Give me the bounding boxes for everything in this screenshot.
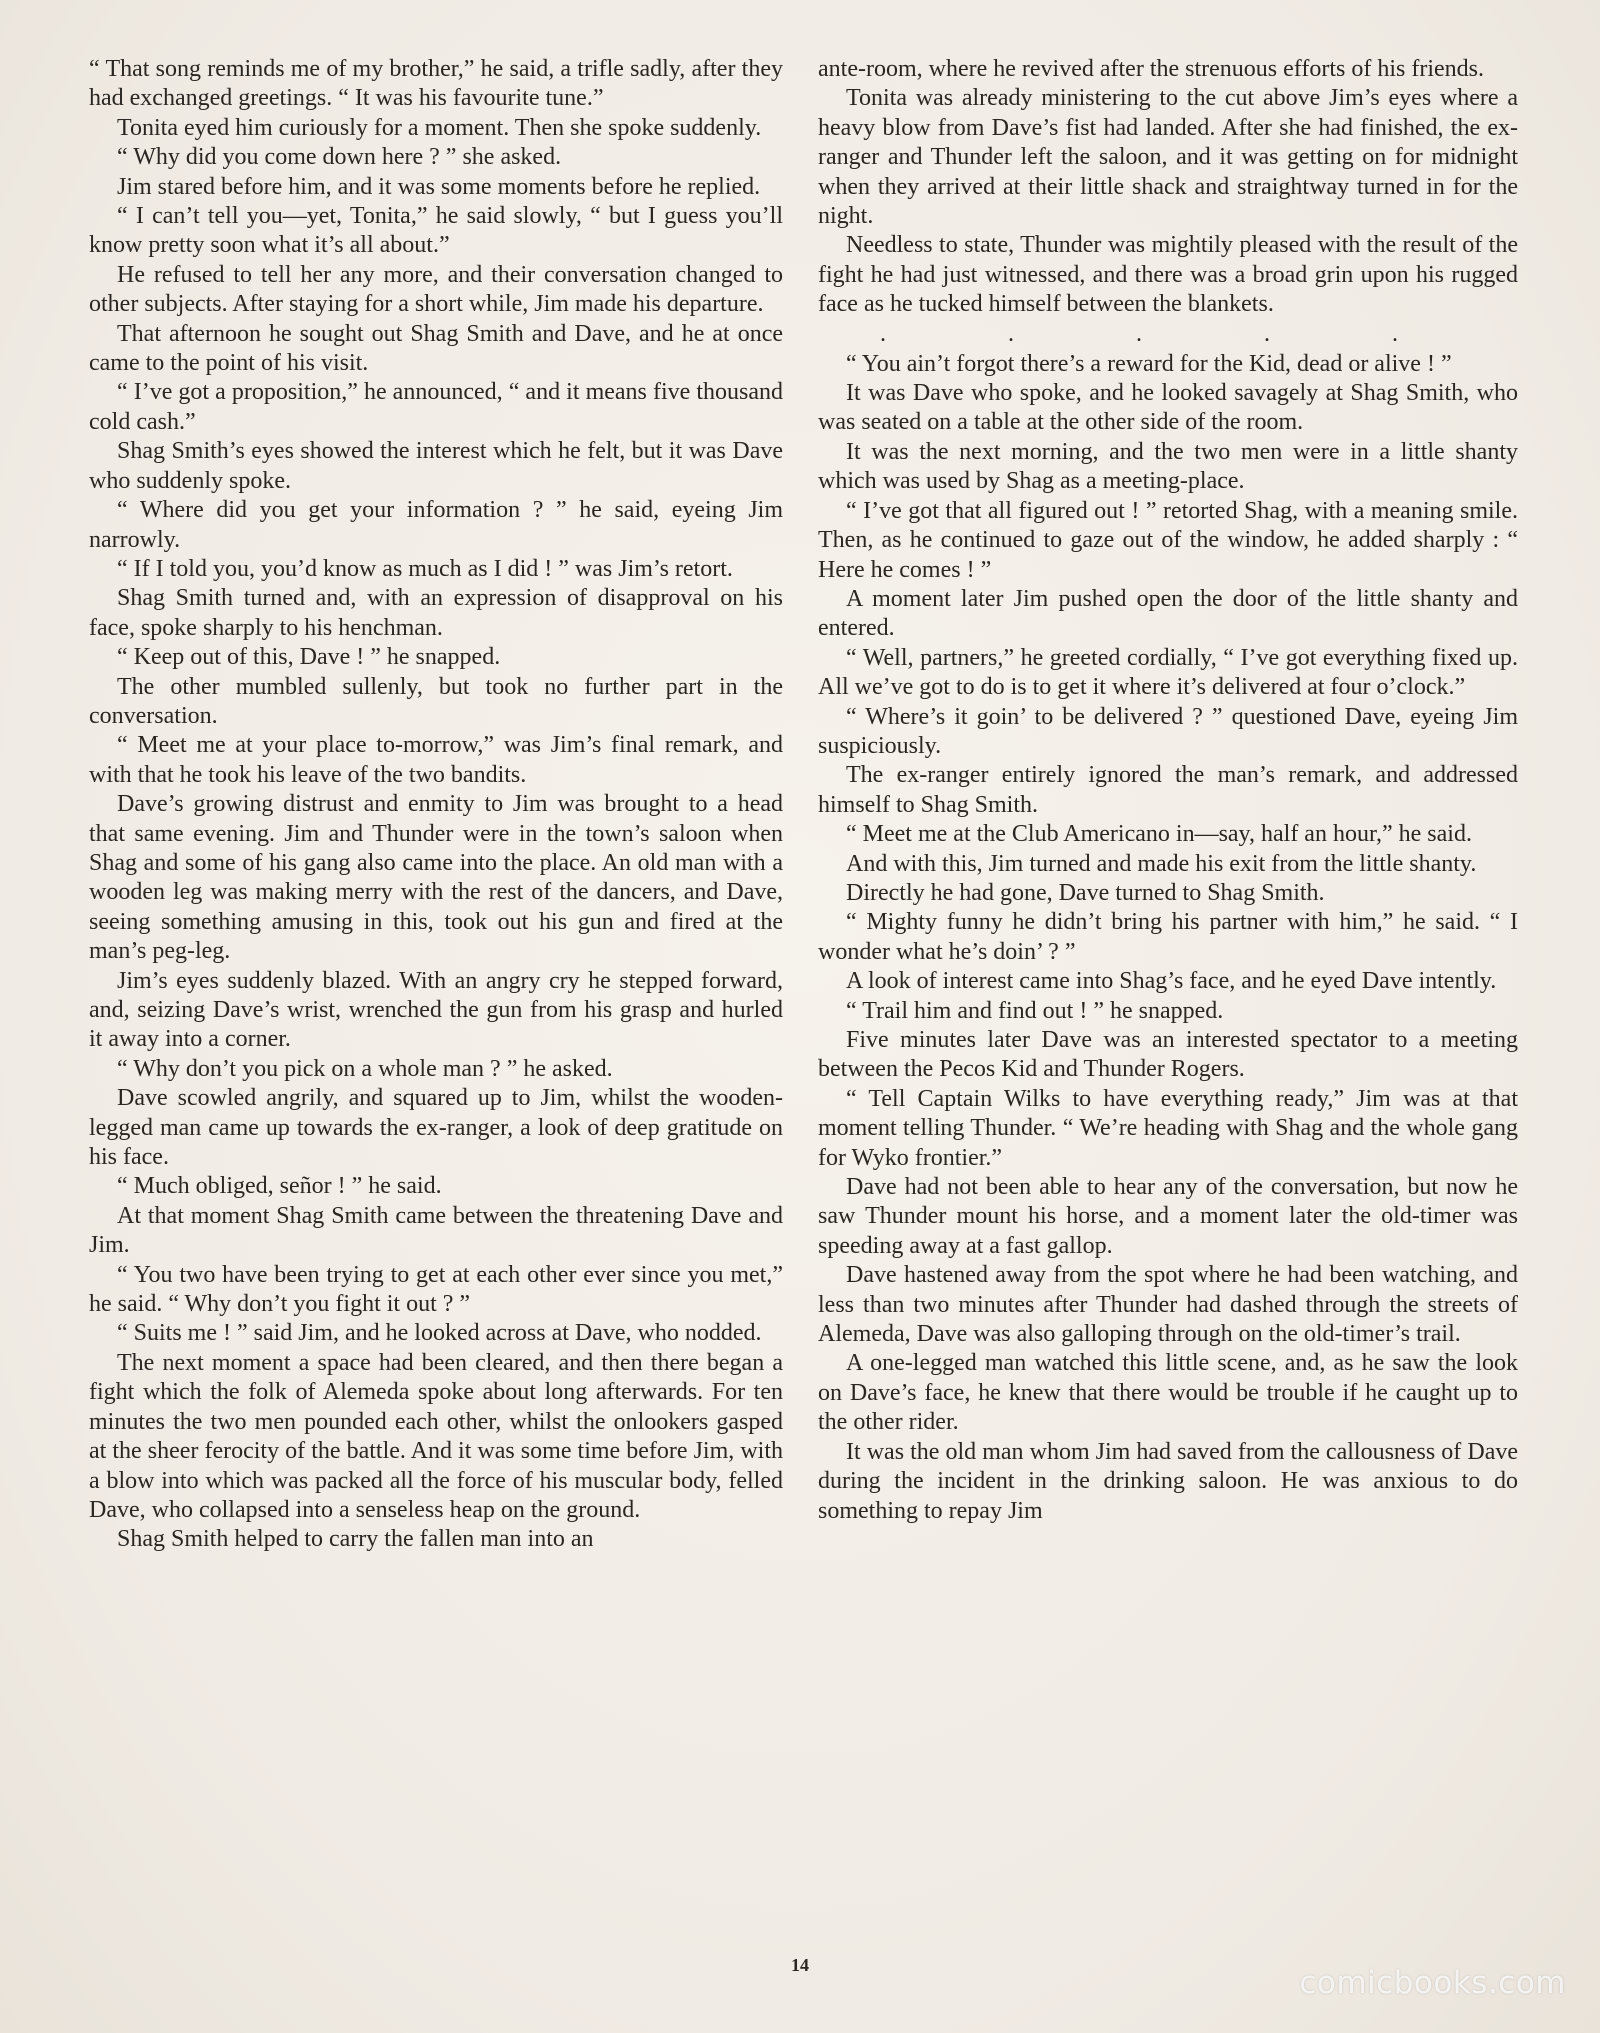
paragraph: “ That song reminds me of my brother,” he said, a trifle sadly, after they had exchanged greetings. “ It was his favourite tune.” bbox=[89, 56, 783, 112]
paragraph: “ Much obliged, señor ! ” he said. bbox=[117, 1173, 442, 1200]
paragraph: “ Suits me ! ” said Jim, and he looked across at Dave, who nodded. bbox=[117, 1320, 762, 1347]
paragraph: “ I’ve got that all figured out ! ” retorted Shag, with a meaning smile. Then, as he continued to gaze out of the window, he added sharply : “ Here he comes ! ” bbox=[818, 497, 1518, 583]
paragraph: At that moment Shag Smith came between the threatening Dave and Jim. bbox=[89, 1202, 783, 1259]
paragraph: Dave’s growing distrust and enmity to Jim was brought to a head that same evening. Jim and Thunder were in the town’s saloon when Shag and some of his gang also came into the place. An old man with a wooden leg was making merry with the rest of the dancers, and Dave, seeing something amusing in this, took out his gun and fired at the man’s peg-leg. bbox=[89, 791, 783, 965]
paragraph: “ I can’t tell you—yet, Tonita,” he said slowly, “ but I guess you’ll know pretty soon what it’s all about.” bbox=[89, 203, 783, 259]
paragraph: Dave had not been able to hear any of the conversation, but now he saw Thunder mount his horse, and a moment later the old-timer was speeding away at a fast gallop. bbox=[818, 1174, 1518, 1259]
paragraph: “ Why did you come down here ? ” she asked. bbox=[117, 144, 562, 171]
paragraph: A one-legged man watched this little scene, and, as he saw the look on Dave’s face, he knew that there would be trouble if he caught up to the other rider. bbox=[818, 1350, 1518, 1436]
paragraph: “ I’ve got a proposition,” he announced, “ and it means five thousand cold cash.” bbox=[89, 379, 783, 435]
paragraph: ante-room, where he revived after the strenuous efforts of his friends. bbox=[818, 56, 1484, 82]
paragraph: It was Dave who spoke, and he looked savagely at Shag Smith, who was seated on a table at the other side of the room. bbox=[818, 380, 1518, 436]
paragraph: Jim stared before him, and it was some moments before he replied. bbox=[117, 173, 761, 200]
paragraph: Tonita eyed him curiously for a moment. Then she spoke suddenly. bbox=[117, 114, 762, 141]
paragraph: Directly he had gone, Dave turned to Shag Smith. bbox=[846, 879, 1325, 906]
paragraph: That afternoon he sought out Shag Smith and Dave, and he at once came to the point of his visit. bbox=[89, 320, 783, 377]
paragraph: A look of interest came into Shag’s face, and he eyed Dave intently. bbox=[846, 968, 1497, 995]
section-break: . . . . . bbox=[880, 320, 1456, 347]
paragraph: “ Trail him and find out ! ” he snapped. bbox=[846, 997, 1224, 1024]
paragraph: Shag Smith’s eyes showed the interest which he felt, but it was Dave who suddenly spoke. bbox=[89, 438, 783, 494]
right-column bbox=[818, 55, 1518, 1526]
paragraph: “ Meet me at your place to-morrow,” was Jim’s final remark, and with that he took his leave of the two bandits. bbox=[89, 732, 783, 788]
paragraph: He refused to tell her any more, and their conversation changed to other subjects. After staying for a short while, Jim made his departure. bbox=[89, 261, 783, 318]
paragraph: A moment later Jim pushed open the door of the little shanty and entered. bbox=[818, 585, 1518, 642]
watermark: comicbooks.com bbox=[1299, 1965, 1566, 2001]
paragraph: The other mumbled sullenly, but took no further part in the conversation. bbox=[89, 673, 783, 729]
paragraph: “ Mighty funny he didn’t bring his partner with him,” he said. “ I wonder what he’s doin’ ? ” bbox=[818, 909, 1518, 965]
paragraph: “ You ain’t forgot there’s a reward for the Kid, dead or alive ! ” bbox=[846, 350, 1452, 377]
paragraph: Shag Smith helped to carry the fallen man into an bbox=[117, 1526, 594, 1553]
left-column bbox=[89, 55, 783, 1555]
paragraph: It was the old man whom Jim had saved from the callousness of Dave during the incident in the drinking saloon. He was anxious to do something to repay Jim bbox=[818, 1438, 1518, 1524]
paragraph: “ Well, partners,” he greeted cordially, “ I’ve got everything fixed up. All we’ve got to do is to get it where it’s delivered at four o’clock.” bbox=[818, 644, 1518, 701]
paragraph: Shag Smith turned and, with an expression of disapproval on his face, spoke sharply to his henchman. bbox=[89, 585, 783, 641]
paragraph: “ Meet me at the Club Americano in—say, half an hour,” he said. bbox=[846, 821, 1472, 848]
paragraph: “ Where did you get your information ? ” he said, eyeing Jim narrowly. bbox=[89, 497, 783, 553]
paragraph: The next moment a space had been cleared, and then there began a fight which the folk of Alemeda spoke about long afterwards. For ten minutes the two men pounded each other, whilst the onlookers gasped at the sheer ferocity of the battle. And it was some time before Jim, with a blow into which was packed all the force of his muscular body, felled Dave, who collapsed into a senseless heap on the ground. bbox=[89, 1349, 783, 1523]
paragraph: And with this, Jim turned and made his exit from the little shanty. bbox=[846, 850, 1477, 877]
paragraph: Dave hastened away from the spot where he had been watching, and less than two minutes after Thunder had dashed through the streets of Alemeda, Dave was also galloping through on the old-timer’s trail. bbox=[818, 1262, 1518, 1348]
paragraph: The ex-ranger entirely ignored the man’s remark, and addressed himself to Shag Smith. bbox=[818, 762, 1518, 818]
paragraph: “ You two have been trying to get at each other ever since you met,” he said. “ Why don’t you fight it out ? ” bbox=[89, 1261, 783, 1318]
paragraph: Dave scowled angrily, and squared up to Jim, whilst the wooden-legged man came up towards the ex-ranger, a look of deep gratitude on his face. bbox=[89, 1085, 783, 1171]
paragraph: “ Where’s it goin’ to be delivered ? ” questioned Dave, eyeing Jim suspiciously. bbox=[818, 703, 1518, 759]
paragraph: “ Keep out of this, Dave ! ” he snapped. bbox=[117, 644, 501, 671]
paragraph: “ Why don’t you pick on a whole man ? ” he asked. bbox=[117, 1055, 613, 1082]
paragraph: “ If I told you, you’d know as much as I did ! ” was Jim’s retort. bbox=[117, 555, 733, 582]
paragraph: “ Tell Captain Wilks to have everything ready,” Jim was at that moment telling Thunder. “ We’re heading with Shag and the whole gang for Wyko frontier.” bbox=[818, 1085, 1518, 1171]
paragraph: Five minutes later Dave was an interested spectator to a meeting between the Pecos Kid and Thunder Rogers. bbox=[818, 1027, 1518, 1083]
paragraph: Jim’s eyes suddenly blazed. With an angry cry he stepped forward, and, seizing Dave’s wrist, wrenched the gun from his grasp and hurled it away into a corner. bbox=[89, 967, 783, 1053]
paragraph: It was the next morning, and the two men were in a little shanty which was used by Shag as a meeting-place. bbox=[818, 438, 1518, 495]
paragraph: Tonita was already ministering to the cut above Jim’s eyes where a heavy blow from Dave’s fist had landed. After she had finished, the ex-ranger and Thunder left the saloon, and it was getting on for midnight when they arrived at their little shack and straightway turned in for the night. bbox=[818, 85, 1518, 230]
page-number: 14 bbox=[791, 1955, 809, 1975]
paragraph: Needless to state, Thunder was mightily pleased with the result of the fight he had just witnessed, and there was a broad grin upon his rugged face as he tucked himself between the blankets. bbox=[818, 232, 1518, 318]
